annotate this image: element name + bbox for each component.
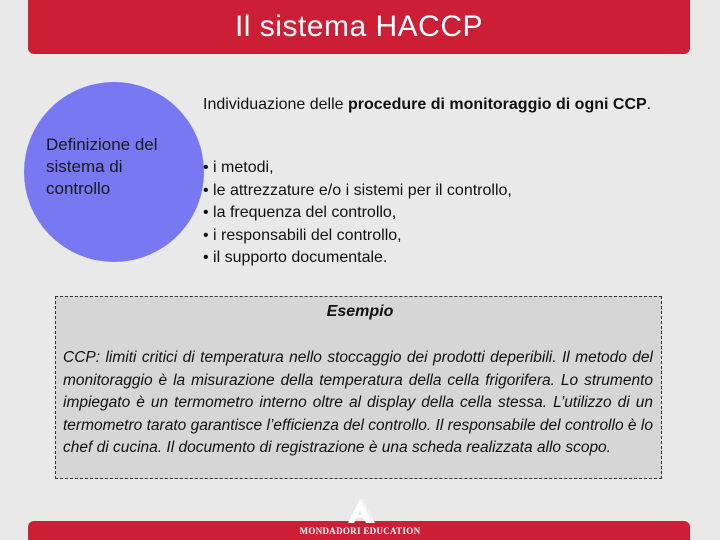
intro-bold: procedure di monitoraggio di ogni CCP (348, 96, 647, 113)
bullet-item: • il supporto documentale. (203, 247, 673, 270)
example-title: Esempio (326, 303, 394, 320)
bullet-item: • i metodi, (203, 157, 673, 180)
bullet-item: • la frequenza del controllo, (203, 202, 673, 225)
intro-text (203, 94, 679, 116)
bullet-item: • le attrezzature e/o i sistemi per il controllo, (203, 180, 673, 203)
intro-prefix: Individuazione delle (203, 96, 348, 113)
footer-brand: MONDADORI EDUCATION (299, 526, 421, 536)
footer-logo (286, 498, 434, 540)
intro-suffix: . (646, 96, 652, 113)
example-text: CCP: limiti critici di temperatura nello stoccaggio dei prodotti deperibili. Il metodo del monitoraggio è la misurazione della temperatura della cella frigorifera. Lo strumento impiegato è un termometro interno oltre al display della cella stessa. L’utilizzo di un termometro tarato garantisce l’efficienza del controllo. Il responsabile del controllo è lo chef di cucina. Il documento di registrazione è una scheda realizzata allo scopo. (63, 349, 653, 456)
circle-label: Definizione del sistema di controllo (46, 135, 158, 198)
mondadori-logo-icon (341, 498, 379, 524)
bullet-list (203, 157, 673, 270)
bullet-item: • i responsabili del controllo, (203, 225, 673, 248)
slide-title: Il sistema HACCP (234, 10, 484, 43)
title-bar (28, 0, 690, 54)
